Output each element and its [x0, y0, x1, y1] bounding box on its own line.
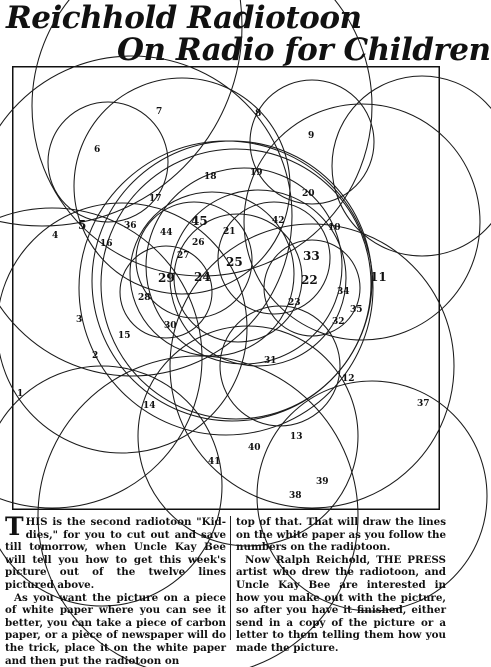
- puzzle-number-2: 2: [92, 351, 99, 361]
- puzzle-number-14: 14: [143, 401, 156, 411]
- puzzle-number-40: 40: [248, 443, 261, 453]
- puzzle-number-44: 44: [160, 228, 173, 238]
- puzzle-number-36: 36: [124, 221, 137, 231]
- puzzle-number-11: 11: [370, 270, 387, 284]
- puzzle-number-45: 45: [191, 214, 208, 228]
- puzzle-circle: [130, 192, 294, 356]
- puzzle-number-10: 10: [328, 223, 341, 233]
- puzzle-number-38: 38: [289, 491, 302, 501]
- radiotoon-puzzle: [12, 66, 440, 510]
- column-divider: [230, 516, 231, 640]
- article-paragraph-1: [5, 512, 226, 592]
- article-paragraph-4: Now Ralph Reichold, THE PRESS artist who drew the radiotoon, and Uncle Kay Bee are interested in how you make out with the picture, so after you have it finished, either send in a copy of the picture or a letter to them telling them how you made the picture.: [236, 553, 446, 654]
- article-column-right: [236, 516, 446, 655]
- puzzle-number-29: 29: [158, 271, 175, 285]
- puzzle-number-42: 42: [272, 216, 285, 226]
- puzzle-number-31: 31: [264, 356, 277, 366]
- puzzle-number-24: 24: [194, 270, 211, 284]
- puzzle-circle: [332, 76, 491, 256]
- puzzle-number-7: 7: [156, 107, 163, 117]
- puzzle-number-4: 4: [52, 231, 59, 241]
- puzzle-number-23: 23: [288, 298, 301, 308]
- puzzle-circle: [92, 141, 372, 421]
- puzzle-number-20: 20: [302, 189, 315, 199]
- article-paragraph-3: top of that. That will draw the lines on the white paper as you follow the numbers on the radiotoon.: [236, 516, 446, 554]
- puzzle-number-8: 8: [255, 109, 262, 119]
- puzzle-circle: [138, 326, 358, 546]
- puzzle-number-15: 15: [118, 331, 131, 341]
- puzzle-number-19: 19: [250, 168, 263, 178]
- article-column-left: [5, 512, 226, 667]
- puzzle-number-16: 16: [100, 239, 113, 249]
- puzzle-number-21: 21: [223, 227, 236, 237]
- puzzle-frame: [13, 67, 440, 510]
- puzzle-numbers: [17, 107, 430, 501]
- puzzle-circle: [0, 56, 292, 376]
- puzzle-number-33: 33: [303, 249, 320, 263]
- puzzle-number-1: 1: [17, 389, 24, 399]
- puzzle-number-9: 9: [308, 131, 315, 141]
- puzzle-number-18: 18: [204, 172, 217, 182]
- puzzle-number-30: 30: [164, 321, 177, 331]
- puzzle-number-6: 6: [94, 145, 101, 155]
- drop-cap: T: [5, 512, 24, 541]
- puzzle-number-25: 25: [226, 255, 243, 269]
- puzzle-number-28: 28: [138, 293, 151, 303]
- puzzle-number-35: 35: [350, 305, 363, 315]
- puzzle-number-32: 32: [332, 317, 345, 327]
- puzzle-number-17: 17: [149, 194, 162, 204]
- puzzle-number-37: 37: [417, 399, 430, 409]
- puzzle-number-26: 26: [192, 238, 205, 248]
- headline-line-1: Reichhold Radiotoon: [6, 0, 362, 36]
- puzzle-number-39: 39: [316, 477, 329, 487]
- puzzle-number-13: 13: [290, 432, 303, 442]
- headline-line-2: On Radio for Children: [117, 32, 491, 68]
- article-paragraph-1-text: HIS is the second radiotoon "Kid-dies," for you to cut out and save till tomorrow, when Uncle Kay Bee will tell you how to get this week's picture out of the twelve lines pictured above.: [5, 516, 226, 591]
- puzzle-number-34: 34: [337, 287, 350, 297]
- puzzle-circle: [79, 141, 373, 435]
- article-paragraph-2: As you want the picture on a piece of white paper where you can see it better, you can take a piece of carbon paper, or a piece of newspaper will do the trick, place it on the white paper and then put the radiotoon on: [5, 591, 226, 667]
- puzzle-circle: [0, 203, 247, 453]
- puzzle-number-3: 3: [76, 315, 83, 325]
- puzzle-circle: [250, 80, 374, 204]
- puzzle-number-41: 41: [208, 457, 221, 467]
- puzzle-number-5: 5: [78, 218, 87, 232]
- puzzle-number-22: 22: [301, 273, 318, 287]
- puzzle-number-27: 27: [177, 251, 190, 261]
- puzzle-number-12: 12: [342, 374, 355, 384]
